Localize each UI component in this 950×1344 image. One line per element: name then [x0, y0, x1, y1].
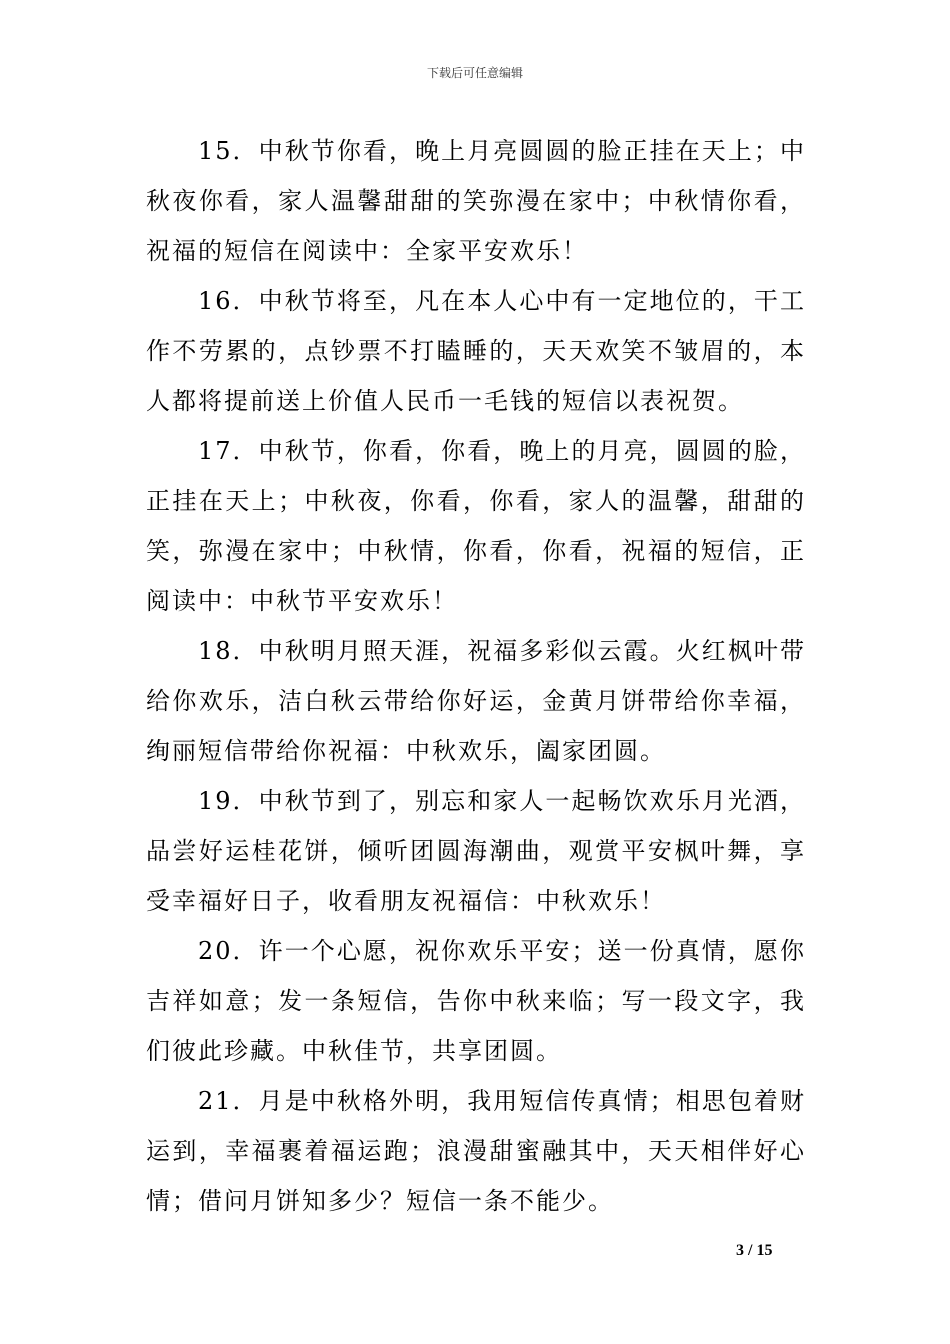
paragraph-16: 16．中秋节将至，凡在本人心中有一定地位的，干工作不劳累的，点钞票不打瞌睡的，天天欢笑不皱眉的，本人都将提前送上价值人民币一毛钱的短信以表祝贺。 — [146, 287, 806, 415]
paragraph-20: 20．许一个心愿，祝你欢乐平安；送一份真情，愿你吉祥如意；发一条短信，告你中秋来临；写一段文字，我们彼此珍藏。中秋佳节，共享团圆。 — [146, 937, 806, 1065]
paragraph-15: 15．中秋节你看，晚上月亮圆圆的脸正挂在天上；中秋夜你看，家人温馨甜甜的笑弥漫在家中；中秋情你看，祝福的短信在阅读中：全家平安欢乐！ — [146, 137, 806, 265]
paragraph-17: 17．中秋节，你看，你看，晚上的月亮，圆圆的脸，正挂在天上；中秋夜，你看，你看，家人的温馨，甜甜的笑，弥漫在家中；中秋情，你看，你看，祝福的短信，正阅读中：中秋节平安欢乐！ — [146, 437, 806, 615]
paragraph-21: 21．月是中秋格外明，我用短信传真情；相思包着财运到，幸福裹着福运跑；浪漫甜蜜融其中，天天相伴好心情；借问月饼知多少？短信一条不能少。 — [146, 1087, 806, 1215]
paragraph-19: 19．中秋节到了，别忘和家人一起畅饮欢乐月光酒，品尝好运桂花饼，倾听团圆海潮曲，观赏平安枫叶舞，享受幸福好日子，收看朋友祝福信：中秋欢乐！ — [146, 787, 806, 915]
document-body — [146, 126, 806, 1226]
page-number: 3 / 15 — [736, 1242, 773, 1259]
paragraph-18: 18．中秋明月照天涯，祝福多彩似云霞。火红枫叶带给你欢乐，洁白秋云带给你好运，金黄月饼带给你幸福，绚丽短信带给你祝福：中秋欢乐，阖家团圆。 — [146, 637, 806, 765]
page-header: 下载后可任意编辑 — [426, 66, 523, 80]
